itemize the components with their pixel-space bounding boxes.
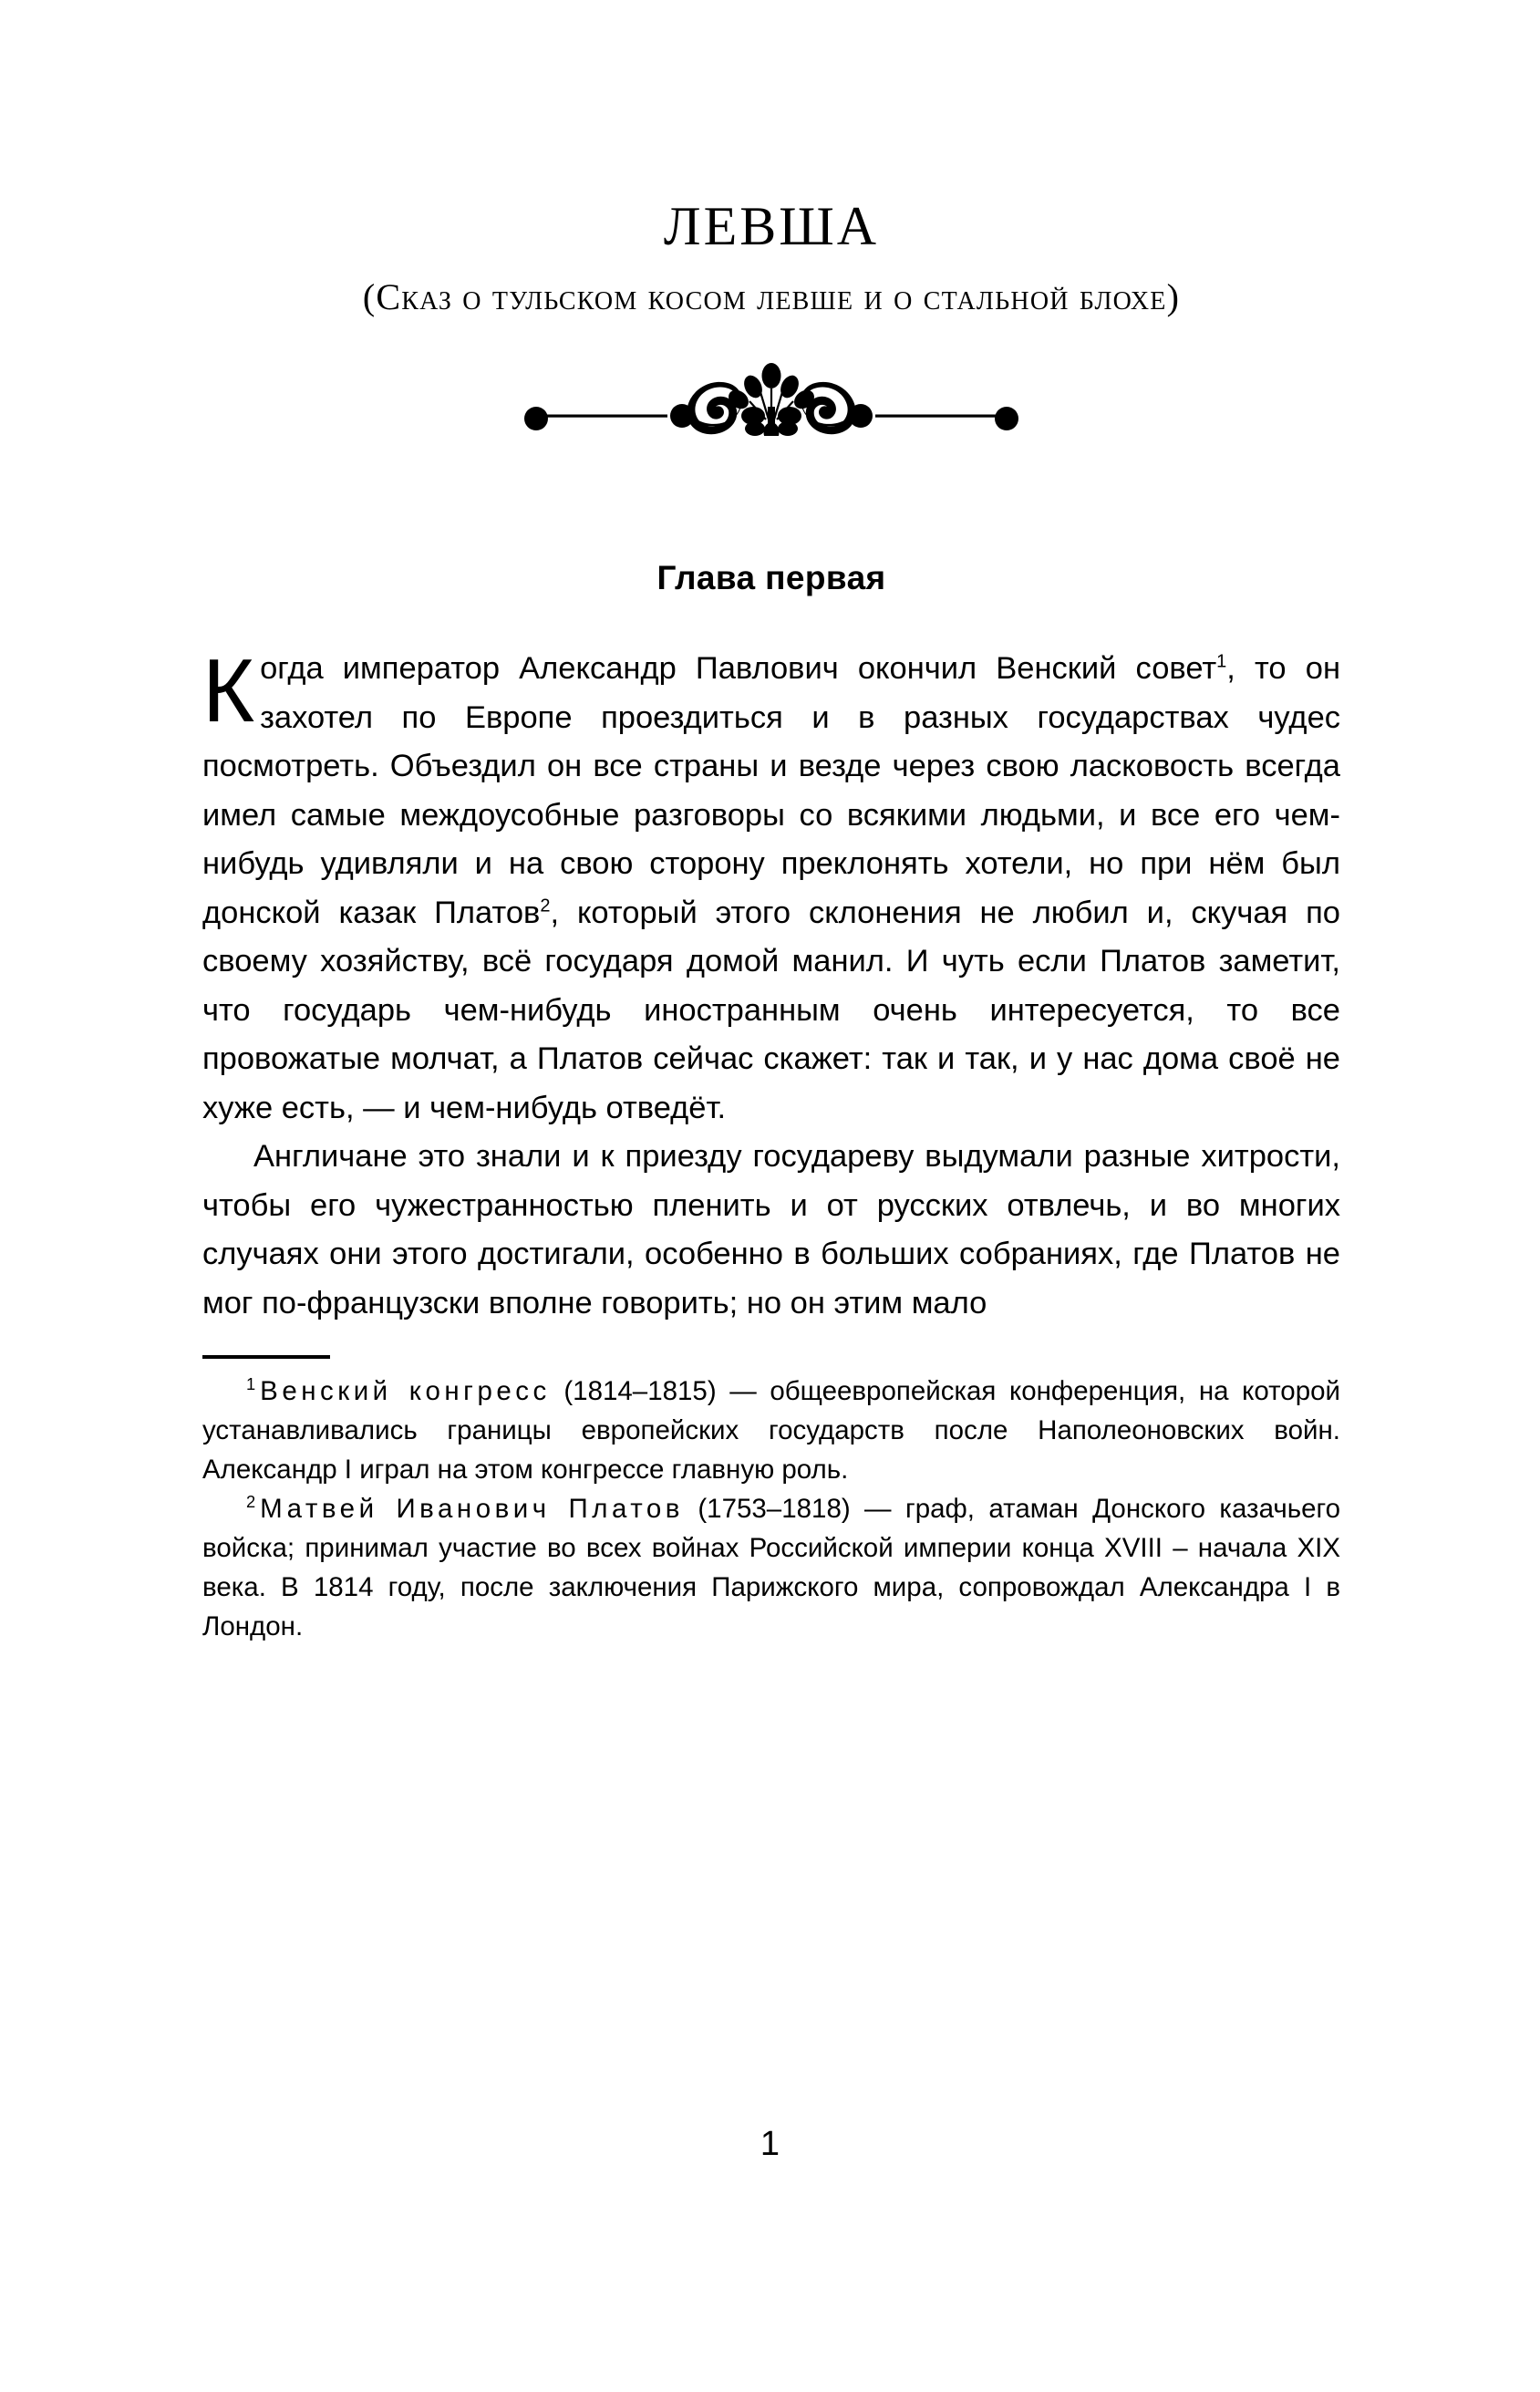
page-content — [202, 0, 1340, 1646]
paragraph-1 — [202, 640, 1340, 1133]
paragraph-2: Англичане это знали и к приезду государеву выдумали разные хитрости, чтобы его чужестранностью пленить и от русских отвлечь, и во многих случаях они этого достигали, особенно в больших собраниях, где Платов не мог по-французски вполне говорить; но он этим мало — [202, 1139, 1340, 1320]
footnotes-section — [202, 1355, 1340, 1646]
title-block — [202, 0, 1340, 317]
footnote-2-lead: Матвей Иванович Платов — [260, 1494, 684, 1524]
page-number: 1 — [760, 2125, 780, 2163]
footnote-1 — [202, 1372, 1340, 1489]
subtitle-open-paren: ( — [362, 276, 377, 317]
page-title: левша — [663, 174, 880, 262]
footnote-ref-2[interactable]: 2 — [540, 896, 551, 916]
footnote-1-marker: 1 — [246, 1374, 256, 1394]
fleuron-divider-icon — [518, 363, 1025, 436]
body-text — [202, 597, 1340, 1328]
footnote-separator-rule — [202, 1355, 330, 1359]
paragraph-1-text-a: огда император Александр Павлович окончил Венский совет — [260, 651, 1217, 686]
footnote-1-lead: Венский конгресс — [260, 1376, 551, 1406]
footnote-ref-1[interactable]: 1 — [1216, 651, 1227, 672]
footnote-1-text: (1814–1815) — общеевропейская конференция, на которой устанавливались границы европейских государств после Наполеоновских войн. Александр I играл на этом конгрессе главную роль. — [202, 1376, 1340, 1485]
subtitle-text: Сказ о тульском косом левше и о стальной блохе — [376, 276, 1167, 317]
footnote-2-text: (1753–1818) — граф, атаман Донского казачьего войска; принимал участие во всех войнах Российской империи конца XVIII – начала XIX века. В 1814 году, после заключения Парижского мира, сопровождал Александра I в Лондон. — [202, 1494, 1340, 1641]
paragraph-1-text-c: , который этого склонения не любил и, скучая по своему хозяйству, всё государя домой манил. И чуть если Платов заметит, что государь чем-нибудь иностранным очень интересуется, то все провожатые молчат, а Платов сейчас скажет: так и так, и у нас дома своё не хуже есть, — и чем-нибудь отведёт. — [202, 895, 1340, 1125]
footnote-2 — [202, 1489, 1340, 1646]
paragraph-1-text-b: , то он захотел по Европе проездиться и в разных государствах чудес посмотреть. Объездил он все страны и везде через свою ласковость всегда имел самые междоусобные разговоры со всякими людьми, и все его чем-нибудь удивляли и на свою сторону преклонять хотели, но при нём был донской казак Платов — [202, 651, 1340, 930]
ornament-divider-wrap — [202, 363, 1340, 436]
subtitle-close-paren: ) — [1166, 276, 1181, 317]
book-subtitle — [202, 277, 1340, 317]
chapter-heading: Глава первая — [656, 559, 886, 596]
drop-cap: К — [202, 640, 255, 740]
footnote-2-marker: 2 — [246, 1492, 256, 1512]
